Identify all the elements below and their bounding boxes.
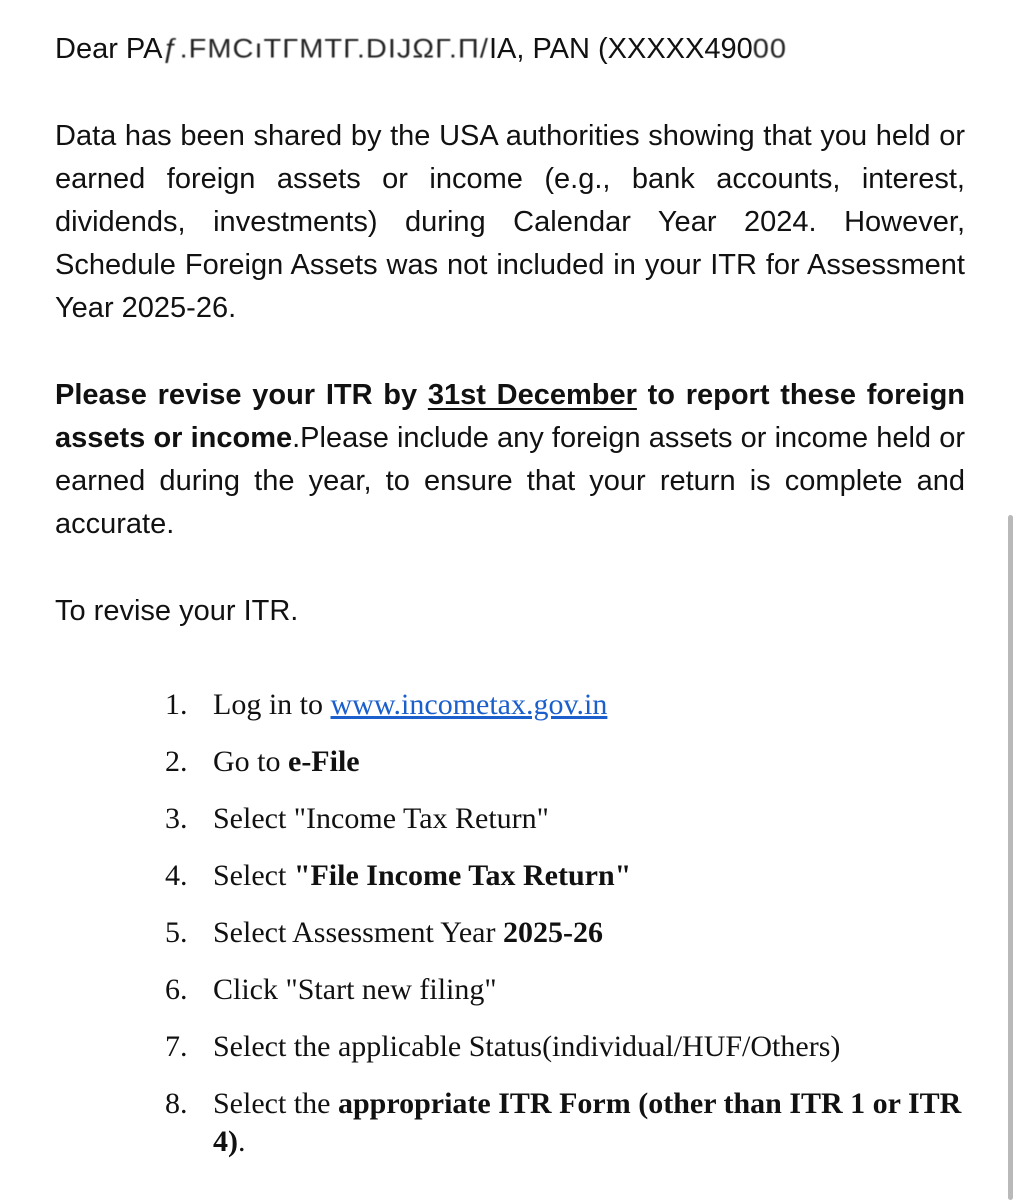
step-plain: Log in to: [213, 688, 331, 721]
email-body: [55, 28, 965, 633]
step-item: [165, 971, 975, 1009]
step-plain: Go to: [213, 745, 288, 778]
step-item: [165, 1028, 975, 1066]
step-plain: Click "Start new filing": [213, 973, 497, 1006]
incometax-link[interactable]: www.incometax.gov.in: [330, 688, 608, 721]
action-bold-start: Please revise your ITR by: [55, 379, 428, 411]
step-number: 3.: [165, 802, 188, 835]
step-item: [165, 1085, 975, 1161]
step-number: 7.: [165, 1030, 188, 1063]
step-bold: "File Income Tax Return": [293, 859, 632, 892]
step-text: [213, 743, 975, 781]
action-paragraph: [55, 374, 965, 546]
step-text: [213, 686, 975, 724]
step-text: [213, 857, 975, 895]
step-bold: e-File: [288, 745, 360, 778]
step-text: [213, 1028, 975, 1066]
step-plain-end: .: [238, 1125, 246, 1158]
step-plain: Select "Income Tax Return": [213, 802, 549, 835]
step-plain: Select: [213, 859, 294, 892]
step-item: [165, 743, 975, 781]
action-rest: .Please include any foreign assets or income held or earned during the year, to ensure that your return is complete and accurate.: [55, 422, 965, 540]
step-text: [213, 914, 975, 952]
step-number: 8.: [165, 1087, 188, 1120]
step-text: [213, 971, 975, 1009]
step-number: 6.: [165, 973, 188, 1006]
step-text: [213, 1085, 975, 1161]
step-item: [165, 686, 975, 724]
step-item: [165, 914, 975, 952]
action-bold-end: to report these foreign assets or income: [55, 379, 965, 454]
step-number: 1.: [165, 688, 188, 721]
greeting-prefix: Dear PA: [55, 33, 163, 65]
step-item: [165, 800, 975, 838]
step-number: 2.: [165, 745, 188, 778]
vertical-scrollbar[interactable]: [1008, 515, 1013, 1200]
revise-heading: To revise your ITR.: [55, 595, 299, 627]
pan-tail: 00: [752, 34, 788, 64]
step-plain: Select the: [213, 1087, 338, 1120]
step-plain: Select the applicable Status(individual/HUF/Others): [213, 1030, 841, 1063]
greeting-suffix: IA, PAN (XXXXX490: [488, 33, 753, 65]
step-item: [165, 857, 975, 895]
steps-list: [165, 686, 975, 1180]
notice-paragraph: Data has been shared by the USA authorities showing that you held or earned foreign assets or income (e.g., bank accounts, interest, dividends, investments) during Calendar Year 2024. However, Schedule Foreign Assets was not included in your ITR for Assessment Year 2025-26.: [55, 120, 965, 324]
step-bold: 2025-26: [502, 916, 603, 949]
step-plain: Select Assessment Year: [213, 916, 503, 949]
redacted-name: ƒ.FMCıTΓΜTΓ.DΙJΩΓ.Π/: [162, 34, 489, 64]
step-bold: appropriate ITR Form (other than ITR 1 or ITR 4): [213, 1087, 962, 1158]
deadline-date: 31st December: [427, 379, 637, 411]
step-number: 4.: [165, 859, 188, 892]
greeting-line: [55, 28, 965, 71]
step-text: [213, 800, 975, 838]
step-number: 5.: [165, 916, 188, 949]
